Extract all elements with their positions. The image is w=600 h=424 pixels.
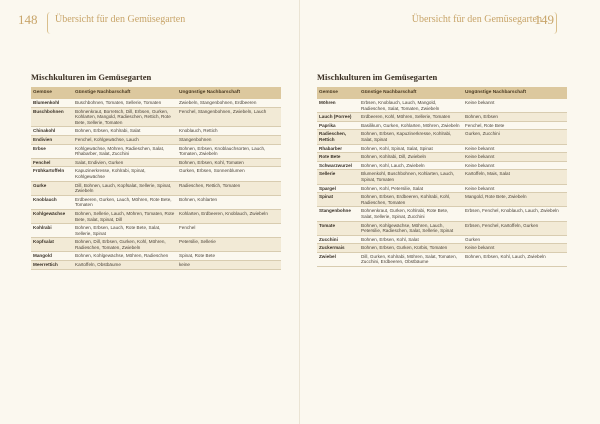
section-title: Mischkulturen im Gemüsegarten	[31, 72, 152, 82]
cell-good-neighbors: Bohnen, Dill, Erbsen, Gurken, Kohl, Möhren, Radieschen, Tomaten, Zwiebeln	[73, 238, 177, 252]
table-row	[31, 224, 281, 238]
cell-bad-neighbors: Keine bekannt	[463, 153, 567, 162]
running-head: Übersicht für den Gemüsegarten	[55, 14, 186, 25]
cell-vegetable: Erbse	[31, 144, 73, 158]
table-row	[317, 184, 567, 193]
cell-vegetable: Zuckermais	[317, 244, 359, 253]
cell-vegetable: Kohlgewächse	[31, 209, 73, 223]
cell-vegetable: Meerrettich	[31, 261, 73, 270]
cell-bad-neighbors: Bohnen, Erbsen, Knoblauchsorten, Lauch, Tomaten, Zwiebeln	[177, 144, 281, 158]
cell-vegetable: Möhren	[317, 99, 359, 113]
table-row	[317, 207, 567, 221]
cell-vegetable: Spinat	[317, 193, 359, 207]
cell-bad-neighbors: keine	[177, 261, 281, 270]
table-row	[317, 193, 567, 207]
cell-good-neighbors: Salat, Endivien, Gurken	[73, 158, 177, 167]
cell-bad-neighbors: Bohnen, Erbsen	[463, 113, 567, 122]
cell-vegetable: Chinakohl	[31, 127, 73, 136]
cell-vegetable: Zucchini	[317, 235, 359, 244]
table-row	[31, 167, 281, 181]
right-page	[300, 0, 600, 424]
cell-good-neighbors: Bohnenkraut, Gurken, Kohlrabi, Rote Bete, Salat, Sellerie, Spinat, Zucchini	[359, 207, 463, 221]
cell-good-neighbors: Bohnen, Erbsen, Kohlrabi, Salat	[73, 127, 177, 136]
cell-good-neighbors: Erbsen, Knoblauch, Lauch, Mangold, Radieschen, Salat, Tomaten, Zwiebeln	[359, 99, 463, 113]
table-row	[317, 99, 567, 113]
cell-vegetable: Endivien	[31, 135, 73, 144]
cell-bad-neighbors: Keine bekannt	[463, 161, 567, 170]
cell-bad-neighbors: Knoblauch, Rettich	[177, 127, 281, 136]
cell-bad-neighbors: Gurken	[463, 235, 567, 244]
table-row	[31, 99, 281, 107]
table-row	[31, 127, 281, 136]
cell-vegetable: Rote Bete	[317, 153, 359, 162]
cell-good-neighbors: Buschbohnen, Tomaten, Sellerie, Tomaten	[73, 99, 177, 107]
cell-bad-neighbors: Erbsen, Fenchel, Knoblauch, Lauch, Zwiebeln	[463, 207, 567, 221]
table-row	[317, 244, 567, 253]
cell-vegetable: Radieschen, Rettich	[317, 130, 359, 144]
cell-bad-neighbors: Zwiebeln, Stangenbohnen, Erdbeeren	[177, 99, 281, 107]
cell-good-neighbors: Bohnen, Kohl, Spinat, Salat, Spinat	[359, 144, 463, 153]
cell-good-neighbors: Dill, Bohnen, Lauch, Kopfsalat, Sellerie, Spinat, Zwiebeln	[73, 181, 177, 195]
cell-vegetable: Stangenbohne	[317, 207, 359, 221]
table-row	[317, 235, 567, 244]
cell-good-neighbors: Bohnen, Kohlrabi, Dill, Zwiebeln	[359, 153, 463, 162]
cell-vegetable: Gurke	[31, 181, 73, 195]
cell-good-neighbors: Kartoffeln, Obstbäume	[73, 261, 177, 270]
column-header-vegetable: Gemüse	[317, 87, 359, 99]
cell-bad-neighbors: Bohnen, Erbsen, Kohl, Tomaten	[177, 158, 281, 167]
table-row	[317, 113, 567, 122]
table-row	[317, 153, 567, 162]
page-number: 149	[534, 12, 554, 27]
table-row	[31, 107, 281, 127]
cell-bad-neighbors: Erbsen, Fenchel, Kartoffeln, Gurken	[463, 221, 567, 235]
cell-vegetable: Buschbohnen	[31, 107, 73, 127]
cell-vegetable: Blumenkohl	[31, 99, 73, 107]
cell-vegetable: Sellerie	[317, 170, 359, 184]
cell-vegetable: Kopfsalat	[31, 238, 73, 252]
cell-good-neighbors: Erdbeeren, Kohl, Möhren, Sellerie, Tomaten	[359, 113, 463, 122]
cell-vegetable: Frühkartoffeln	[31, 167, 73, 181]
cell-good-neighbors: Fenchel, Kohlgewächse, Lauch	[73, 135, 177, 144]
cell-vegetable: Schwarzwurzel	[317, 161, 359, 170]
section-title: Mischkulturen im Gemüsegarten	[317, 72, 438, 82]
cell-bad-neighbors: Mangold, Rote Bete, Zwiebeln	[463, 193, 567, 207]
cell-good-neighbors: Bohnen, Kohlgewächse, Möhren, Radieschen	[73, 252, 177, 261]
cell-good-neighbors: Bohnen, Erbsen, Kapuzinerkresse, Kohlrabi, Salat, Spinat	[359, 130, 463, 144]
running-head: Übersicht für den Gemüsegarten	[411, 14, 542, 25]
cell-good-neighbors: Bohnen, Sellerie, Lauch, Möhren, Tomaten, Rote Bete, Salat, Spinat, Dill	[73, 209, 177, 223]
cell-bad-neighbors: Fenchel	[177, 224, 281, 238]
companion-planting-table	[31, 87, 281, 270]
table-row	[31, 135, 281, 144]
cell-bad-neighbors: Bohnen, Kohlarten	[177, 195, 281, 209]
cell-good-neighbors: Kohlgewächse, Möhren, Radieschen, Salat, Rhabarber, Salat, Zucchini	[73, 144, 177, 158]
table-row	[317, 121, 567, 130]
table-row	[31, 252, 281, 261]
cell-good-neighbors: Bohnen, Kohlgewächse, Möhren, Lauch, Petersilie, Radieschen, Salat, Sellerie, Spinat	[359, 221, 463, 235]
cell-good-neighbors: Bohnen, Erbsen, Erdbeeren, Kohlrabi, Kohl, Radieschen, Tomaten	[359, 193, 463, 207]
cell-vegetable: Rhabarber	[317, 144, 359, 153]
cell-bad-neighbors: Petersilie, Sellerie	[177, 238, 281, 252]
page-number: 148	[18, 12, 38, 27]
cell-bad-neighbors: Bohnen, Erbsen, Kohl, Lauch, Zwiebeln	[463, 252, 567, 266]
cell-bad-neighbors: Kohlarten, Erdbeeren, Knoblauch, Zwiebeln	[177, 209, 281, 223]
column-header-good-neighbors: Günstige Nachbarschaft	[359, 87, 463, 99]
cell-bad-neighbors: Fenchel, Stangenbohnen, Zwiebeln, Lauch	[177, 107, 281, 127]
table-row	[31, 209, 281, 223]
table-row	[31, 158, 281, 167]
table-row	[317, 252, 567, 266]
page-number-divider	[47, 12, 54, 34]
cell-good-neighbors: Bohnen, Erbsen, Gurken, Kürbis, Tomaten	[359, 244, 463, 253]
cell-good-neighbors: Bohnenkraut, Borretsch, Dill, Erbsen, Gurken, Kohlarten, Mangold, Radieschen, Rettich, Rote Bete, Sellerie, Tomaten	[73, 107, 177, 127]
cell-good-neighbors: Basilikum, Gurken, Kohlarten, Möhren, Zwiebeln	[359, 121, 463, 130]
cell-vegetable: Zwiebel	[317, 252, 359, 266]
table-row	[31, 144, 281, 158]
cell-bad-neighbors: Gurken, Erbsen, Sonnenblumen	[177, 167, 281, 181]
cell-vegetable: Knoblauch	[31, 195, 73, 209]
cell-bad-neighbors: Gurken, Zucchini	[463, 130, 567, 144]
cell-good-neighbors: Erdbeeren, Gurken, Lauch, Möhren, Rote Bete, Tomaten	[73, 195, 177, 209]
table-row	[317, 130, 567, 144]
cell-vegetable: Mangold	[31, 252, 73, 261]
column-header-vegetable: Gemüse	[31, 87, 73, 99]
cell-bad-neighbors: Stangenbohnen	[177, 135, 281, 144]
column-header-bad-neighbors: Ungünstige Nachbarschaft	[463, 87, 567, 99]
column-header-good-neighbors: Günstige Nachbarschaft	[73, 87, 177, 99]
companion-planting-table	[317, 87, 567, 267]
table-row	[317, 161, 567, 170]
cell-good-neighbors: Bohnen, Erbsen, Kohl, Salat	[359, 235, 463, 244]
cell-good-neighbors: Bohnen, Erbsen, Lauch, Rote Bete, Salat, Sellerie, Spinat	[73, 224, 177, 238]
table-row	[31, 238, 281, 252]
cell-vegetable: Lauch (Porree)	[317, 113, 359, 122]
cell-bad-neighbors: Fenchel, Rote Bete	[463, 121, 567, 130]
cell-good-neighbors: Bohnen, Kohl, Petersilie, Salat	[359, 184, 463, 193]
cell-bad-neighbors: Spinat, Rote Bete	[177, 252, 281, 261]
column-header-bad-neighbors: Ungünstige Nachbarschaft	[177, 87, 281, 99]
cell-good-neighbors: Blumenkohl, Buschbohnen, Kohlarten, Lauch, Spinat, Tomaten	[359, 170, 463, 184]
cell-vegetable: Tomate	[317, 221, 359, 235]
table-row	[317, 144, 567, 153]
table-header-row	[317, 87, 567, 99]
table-row	[31, 261, 281, 270]
cell-vegetable: Fenchel	[31, 158, 73, 167]
table-row	[31, 181, 281, 195]
cell-bad-neighbors: Keine bekannt	[463, 184, 567, 193]
cell-bad-neighbors: Keine bekannt	[463, 99, 567, 113]
cell-vegetable: Kohlrabi	[31, 224, 73, 238]
cell-good-neighbors: Bohnen, Kohl, Lauch, Zwiebeln	[359, 161, 463, 170]
cell-good-neighbors: Dill, Gurken, Kohlrabi, Möhren, Salat, Tomaten, Zucchini, Erdbeeren, Obstbäume	[359, 252, 463, 266]
cell-bad-neighbors: Keine bekannt	[463, 244, 567, 253]
table-row	[317, 221, 567, 235]
table-row	[317, 170, 567, 184]
cell-bad-neighbors: Radieschen, Rettich, Tomaten	[177, 181, 281, 195]
cell-vegetable: Spargel	[317, 184, 359, 193]
cell-vegetable: Paprika	[317, 121, 359, 130]
cell-good-neighbors: Kapuzinerkresse, Kohlrabi, Spinat, Kohlgewächse	[73, 167, 177, 181]
cell-bad-neighbors: Keine bekannt	[463, 144, 567, 153]
cell-bad-neighbors: Kartoffeln, Mais, Salat	[463, 170, 567, 184]
table-row	[31, 195, 281, 209]
table-header-row	[31, 87, 281, 99]
